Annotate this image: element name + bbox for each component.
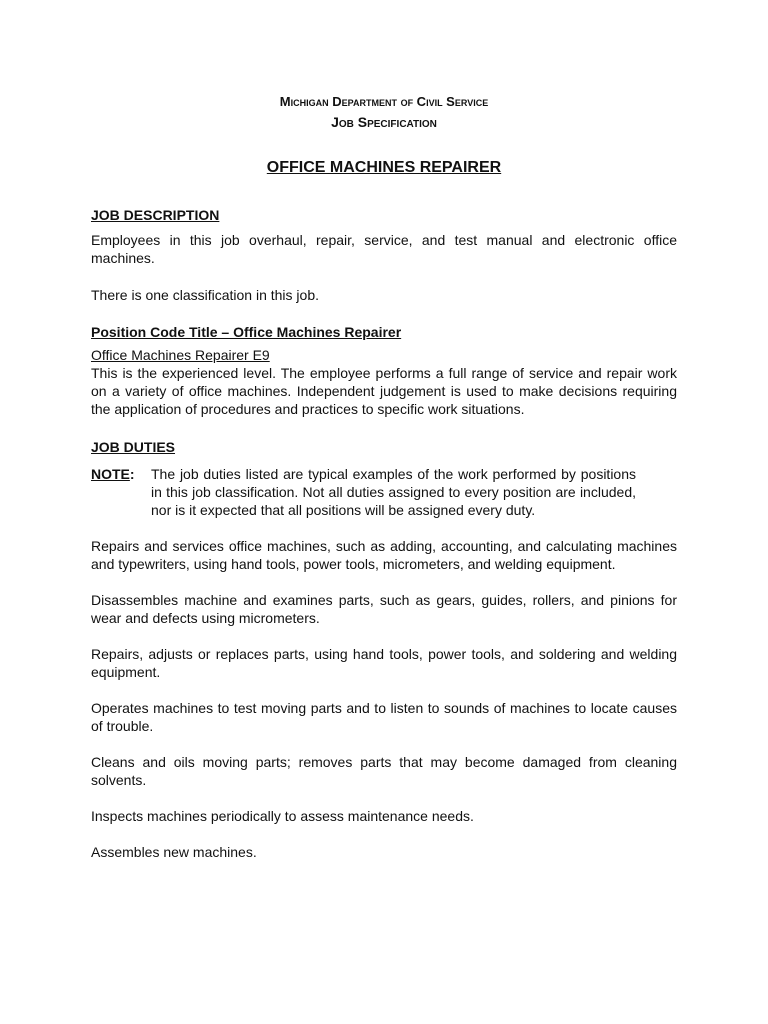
job-description-heading: JOB DESCRIPTION (91, 207, 220, 223)
duties-list (91, 537, 677, 861)
duties-note (91, 465, 677, 519)
duty-item: Inspects machines periodically to assess maintenance needs. (91, 808, 474, 824)
note-label-colon: : (129, 466, 135, 482)
note-label-text: NOTE (91, 466, 130, 482)
document-type: Job Specification (331, 114, 437, 130)
note-text: The job duties listed are typical examples of the work performed by positions in this job classification. Not all duties assigned to every position are included, nor is it expected that all positions will be assigned every duty. (151, 466, 636, 518)
duty-item: Operates machines to test moving parts and to listen to sounds of machines to locate causes of trouble. (91, 700, 677, 734)
duty-item: Disassembles machine and examines parts, such as gears, guides, rollers, and pinions for wear and defects using micrometers. (91, 592, 677, 626)
job-description-text: Employees in this job overhaul, repair, service, and test manual and electronic office machines. (91, 232, 677, 266)
note-label (91, 465, 151, 519)
level-description: This is the experienced level. The employee performs a full range of service and repair work on a variety of office machines. Independent judgement is used to make decisions requiring the application of procedures and practices to specific work situations. (91, 365, 677, 417)
duty-item: Repairs, adjusts or replaces parts, using hand tools, power tools, and soldering and welding equipment. (91, 646, 677, 680)
agency-name: Michigan Department of Civil Service (279, 94, 489, 109)
level-title: Office Machines Repairer E9 (91, 347, 270, 363)
classification-note: There is one classification in this job. (91, 287, 319, 303)
duty-item: Cleans and oils moving parts; removes parts that may become damaged from cleaning solvents. (91, 754, 677, 788)
position-code-heading: Position Code Title – Office Machines Repairer (91, 324, 402, 340)
job-duties-heading: JOB DUTIES (91, 439, 176, 455)
duty-item: Assembles new machines. (91, 844, 257, 860)
duty-item: Repairs and services office machines, such as adding, accounting, and calculating machines and typewriters, using hand tools, power tools, micrometers, and welding equipment. (91, 538, 677, 572)
job-title: OFFICE MACHINES REPAIRER (266, 159, 502, 176)
